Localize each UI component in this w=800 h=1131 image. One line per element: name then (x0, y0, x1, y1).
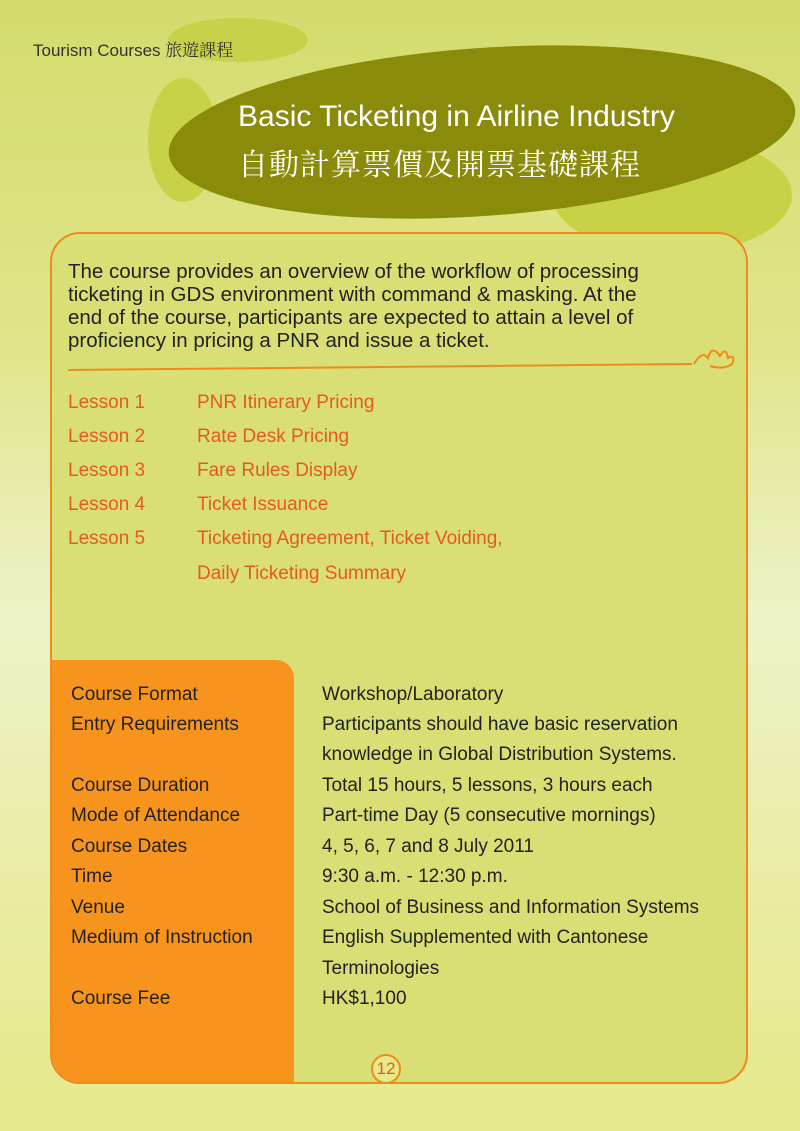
info-value-venue: School of Business and Information Systems (322, 897, 700, 918)
page-title-chinese: 自動計算票價及開票基礎課程 (238, 148, 641, 183)
info-label-course-duration: Course Duration (71, 775, 210, 796)
page-title-english: Basic Ticketing in Airline Industry (238, 100, 675, 133)
lesson-title: Fare Rules Display (197, 460, 358, 481)
info-value-course-format: Workshop/Laboratory (322, 684, 504, 705)
info-label-course-dates: Course Dates (71, 836, 188, 857)
info-value-time: 9:30 a.m. - 12:30 p.m. (322, 866, 508, 887)
lesson-number: Lesson 5 (68, 528, 146, 549)
lesson-title: PNR Itinerary Pricing (197, 392, 375, 413)
course-details-card (50, 232, 748, 1084)
info-label-mode-of-attendance: Mode of Attendance (71, 805, 241, 826)
lesson-number: Lesson 3 (68, 460, 146, 481)
intro-line: The course provides an overview of the workflow of processing (68, 260, 639, 283)
info-value-mode-of-attendance: Part-time Day (5 consecutive mornings) (322, 805, 656, 826)
info-label-medium-of-instruction: Medium of Instruction (71, 927, 253, 948)
section-label: Tourism Courses 旅遊課程 (33, 41, 234, 60)
info-label-venue: Venue (71, 897, 125, 918)
intro-line: proficiency in pricing a PNR and issue a ticket. (68, 329, 490, 352)
intro-line: end of the course, participants are expected to attain a level of (68, 306, 634, 329)
info-value-entry-requirements-continued: knowledge in Global Distribution Systems. (322, 744, 677, 765)
page-number: 12 (371, 1054, 401, 1084)
lesson-title: Ticketing Agreement, Ticket Voiding, (197, 528, 503, 549)
lesson-number: Lesson 4 (68, 494, 146, 515)
info-label-course-fee: Course Fee (71, 988, 171, 1009)
info-value-course-duration: Total 15 hours, 5 lessons, 3 hours each (322, 775, 653, 796)
info-value-entry-requirements: Participants should have basic reservation (322, 714, 678, 735)
info-value-medium-of-instruction: English Supplemented with Cantonese (322, 927, 649, 948)
info-value-course-fee: HK$1,100 (322, 988, 407, 1009)
lesson-title: Ticket Issuance (197, 494, 329, 515)
lesson-number: Lesson 2 (68, 426, 146, 447)
lesson-title-continued: Daily Ticketing Summary (197, 563, 407, 584)
hand-drawn-underline (52, 334, 748, 384)
info-label-time: Time (71, 866, 113, 887)
intro-line: ticketing in GDS environment with command & masking. At the (68, 283, 637, 306)
info-value-medium-of-instruction-continued: Terminologies (322, 958, 440, 979)
info-value-course-dates: 4, 5, 6, 7 and 8 July 2011 (322, 836, 534, 857)
lesson-number: Lesson 1 (68, 392, 146, 413)
info-label-entry-requirements: Entry Requirements (71, 714, 239, 735)
lesson-title: Rate Desk Pricing (197, 426, 350, 447)
info-label-course-format: Course Format (71, 684, 198, 705)
